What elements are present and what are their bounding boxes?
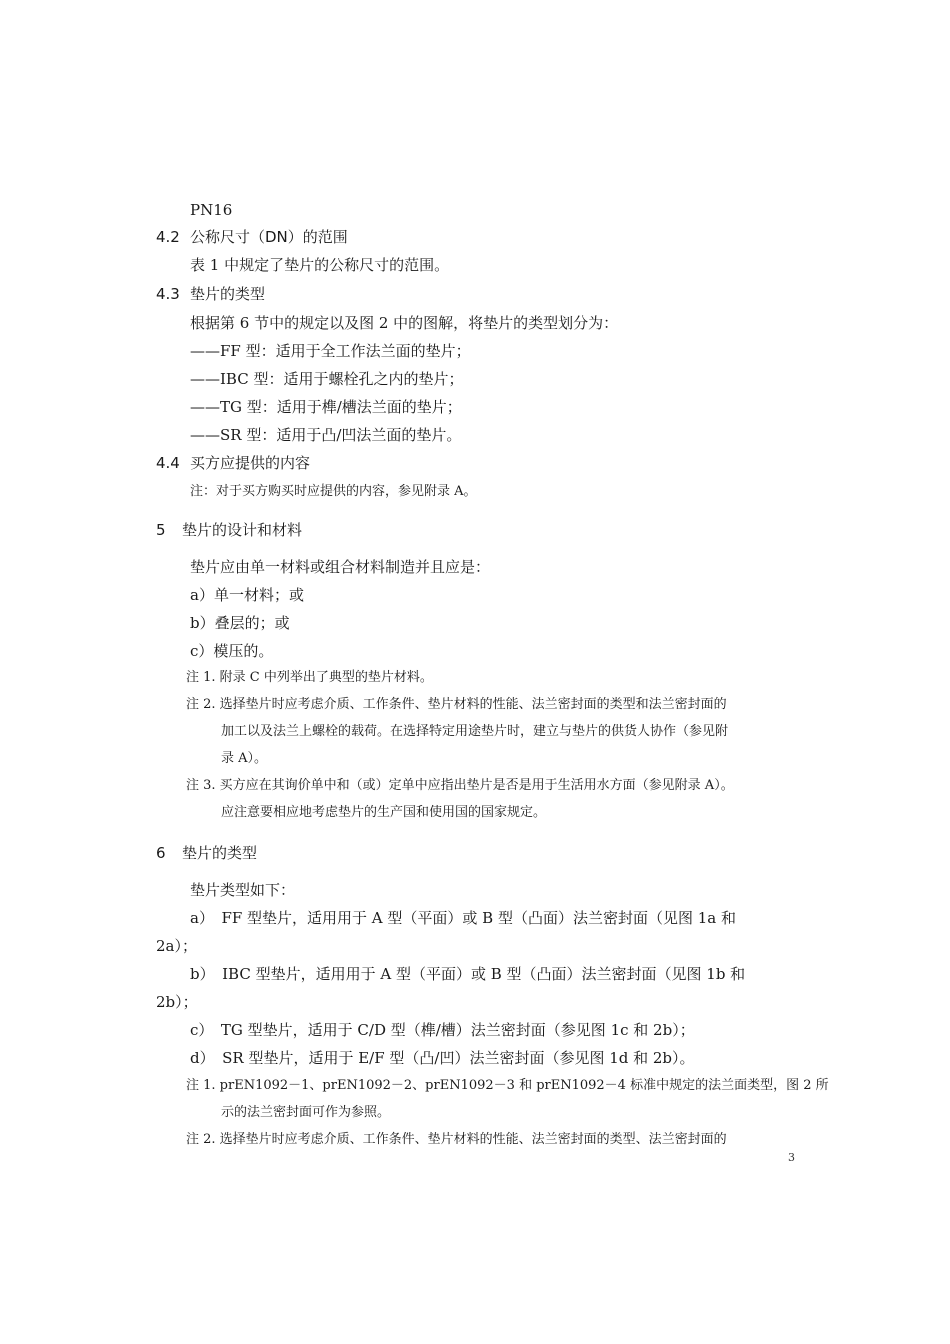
paragraph: 垫片应由单一材料或组合材料制造并且应是： (190, 558, 491, 576)
list-item: d） SR 型垫片，适用于 E/F 型（凸/凹）法兰密封面（参见图 1d 和 2b）。 (190, 1049, 695, 1067)
section-number: 4.3 (156, 285, 180, 303)
note: 注 1. 附录 C 中列举出了典型的垫片材料。 (186, 670, 433, 685)
list-item: b）叠层的；或 (190, 614, 290, 632)
section-4-4-heading (156, 452, 310, 474)
list-item: ——SR 型：适用于凸/凹法兰面的垫片。 (190, 426, 462, 444)
list-item: b） IBC 型垫片，适用用于 A 型（平面）或 B 型（凸面）法兰密封面（见图 1b 和 (190, 965, 746, 983)
list-item: ——FF 型：适用于全工作法兰面的垫片； (190, 342, 471, 360)
list-item-continuation: 2b）； (156, 993, 198, 1011)
list-item: ——IBC 型：适用于螺栓孔之内的垫片； (190, 370, 464, 388)
section-4-2-heading (156, 226, 348, 248)
list-item: ——TG 型：适用于榫/槽法兰面的垫片； (190, 398, 462, 416)
list-item: a）单一材料；或 (190, 586, 304, 604)
note-continuation: 加工以及法兰上螺栓的载荷。在选择特定用途垫片时，建立与垫片的供货人协作（参见附 (221, 724, 729, 739)
list-item: c） TG 型垫片，适用于 C/D 型（榫/槽）法兰密封面（参见图 1c 和 2b）； (190, 1021, 695, 1039)
section-number: 4.2 (156, 228, 180, 246)
note-continuation: 示的法兰密封面可作为参照。 (221, 1105, 391, 1120)
note: 注 1. prEN1092－1、prEN1092－2、prEN1092－3 和 prEN1092－4 标准中规定的法兰面类型，图 2 所 (186, 1078, 829, 1093)
section-number: 6 (156, 844, 166, 862)
section-number: 5 (156, 521, 166, 539)
note: 注：对于买方购买时应提供的内容，参见附录 A。 (190, 484, 477, 499)
note-continuation: 应注意要相应地考虑垫片的生产国和使用国的国家规定。 (221, 805, 547, 820)
section-number: 4.4 (156, 454, 180, 472)
paragraph: 垫片类型如下： (190, 881, 296, 899)
section-title: 买方应提供的内容 (190, 454, 311, 472)
list-item-continuation: 2a）； (156, 937, 197, 955)
paragraph: 表 1 中规定了垫片的公称尺寸的范围。 (190, 256, 450, 274)
list-item: c）模压的。 (190, 642, 274, 660)
note: 注 2. 选择垫片时应考虑介质、工作条件、垫片材料的性能、法兰密封面的类型、法兰密封面的 (186, 1132, 727, 1147)
note: 注 3. 买方应在其询价单中和（或）定单中应指出垫片是否是用于生活用水方面（参见附录 A）。 (186, 778, 734, 793)
section-6-heading (156, 842, 257, 864)
note-continuation: 录 A）。 (221, 751, 268, 766)
page-number: 3 (788, 1151, 795, 1164)
section-title: 公称尺寸（DN）的范围 (190, 228, 348, 246)
section-title: 垫片的类型 (182, 844, 258, 862)
section-4-3-heading (156, 283, 265, 305)
pn16-label: PN16 (190, 201, 233, 219)
note: 注 2. 选择垫片时应考虑介质、工作条件、垫片材料的性能、法兰密封面的类型和法兰密封面的 (186, 697, 727, 712)
paragraph: 根据第 6 节中的规定以及图 2 中的图解，将垫片的类型划分为： (190, 314, 619, 332)
section-5-heading (156, 519, 302, 541)
list-item: a） FF 型垫片，适用用于 A 型（平面）或 B 型（凸面）法兰密封面（见图 1a 和 (190, 909, 736, 927)
section-title: 垫片的设计和材料 (182, 521, 303, 539)
section-title: 垫片的类型 (190, 285, 266, 303)
